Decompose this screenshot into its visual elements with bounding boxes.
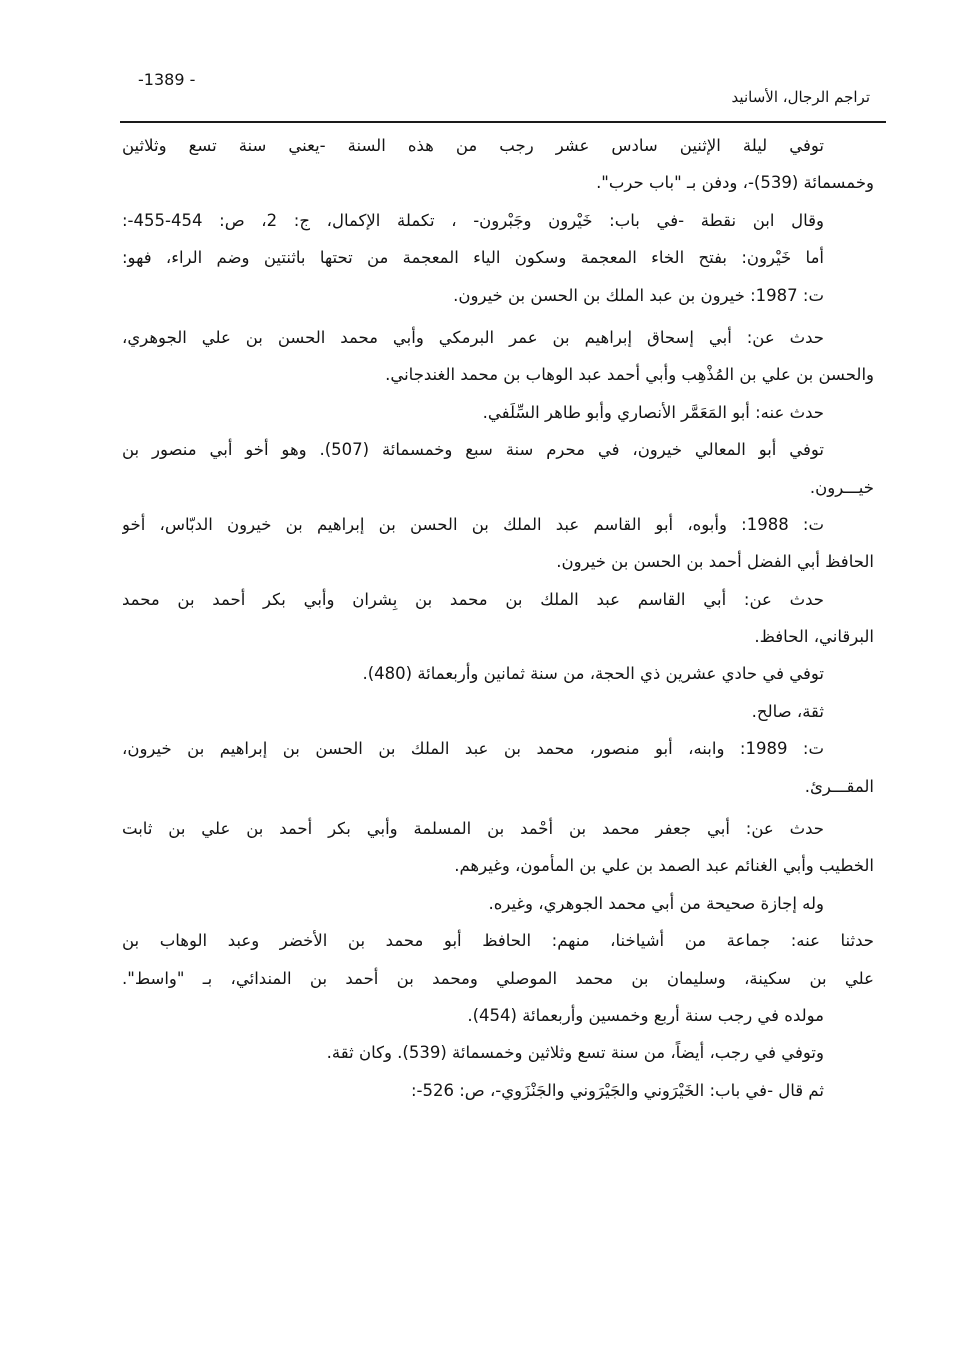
text-line: توفي ليلة الإثنين سادس عشر رجب من هذه السنة -يعني سنة تسع وثلاثين [122,136,824,155]
text-line: ت: 1989: وابنه، أبو منصور، محمد بن عبد الملك بن الحسن بن إبراهيم بن خيرون، [122,739,824,759]
text-line: توفي في حادي عشرين ذي الحجة، من سنة ثمانين وأربعمائة (480). [362,664,824,684]
text-line: وخمسمائة (539)-، ودفن بـ "باب حرب". [596,173,874,193]
text-line: والحسن بن علي بن المُذْهِب وأبي أحمد عبد الوهاب بن محمد الغندجاني. [385,365,874,385]
text-line: الخطيب وأبي الغنائم عبد الصمد بن علي بن المأمون، وغيرهم. [454,856,874,876]
text-line: مولده في رجب سنة أربع وخمسين وأربعمائة (454). [467,1005,824,1025]
text-line: علي بن سكينة، وسليمان بن محمد الموصلي ومحمد بن أحمد بن المندائي، بـ "واسط". [122,968,874,988]
text-line: أما خَيْرون: بفتح الخاء المعجمة وسكون الياء المعجمة من تحتها باثنتين وضم الراء، فهو: [122,248,824,268]
text-line: ت: 1987: خيرون بن عبد الملك بن الحسن بن خيرون. [453,285,824,305]
text-line: توفي أبو المعالي خيرون، في محرم سنة سبع وخمسمائة (507). وهو أخو أبي منصور بن [122,440,825,460]
text-line: حدث عن: أبي القاسم عبد الملك بن محمد بن بِشران وأبي بكر أحمد بن محمد [122,589,824,609]
text-line: وقال ابن نقطة -في باب: خَيْرون وجَبْرون- ، تكملة الإكمال، ج: 2، ص: 454-455-: [122,210,824,230]
text-line: البرقاني، الحافظ. [754,627,874,647]
running-title: تراجم الرجال، الأسانيد [731,88,870,106]
text-line: حدثنا عنه: جماعة من أشياخنا، منهم: الحافظ أبو محمد بن الأخضر وعبد الوهاب بن [122,931,874,951]
text-line: ت: 1988: وأبوه، أبو القاسم عبد الملك بن الحسن بن إبراهيم بن خيرون الدبّاس، أخو [122,514,824,534]
text-line: الحافظ أبي الفضل أحمد بن الحسن بن خيرون. [556,552,874,572]
text-line: حدث عن: أبي جعفر محمد بن أحْمد بن المسلمة وأبي بكر أحمد بن علي بن ثابت [122,819,824,839]
page-header [120,62,876,122]
text-line: ثقة، صالح. [751,701,824,721]
page-number: -1389 - [138,70,196,89]
body-text [122,127,874,1109]
text-line: خيـــرون. [809,477,874,497]
text-line: وله إجازة صحيحة من أبي محمد الجوهري، وغيره. [488,893,824,913]
header-rule [120,121,886,123]
text-line: حدث عن: أبي إسحاق إبراهيم بن عمر البرمكي وأبي محمد الحسن بن علي الجوهري، [122,327,824,347]
text-line: المقـــرئ. [804,776,874,796]
text-line: حدث عنه: أبو المَعَمَّر الأنصاري وأبو طاهر السِّلَفي. [482,402,824,422]
text-line: ثم قال -في باب: الخَيْرَوني والجَيْرَوني والجَنْزَوي-، ص: 526-: [410,1080,824,1100]
text-line: وتوفي في رجب، أيضاً، من سنة تسع وثلاثين وخمسمائة (539). وكان ثقة. [326,1043,824,1063]
